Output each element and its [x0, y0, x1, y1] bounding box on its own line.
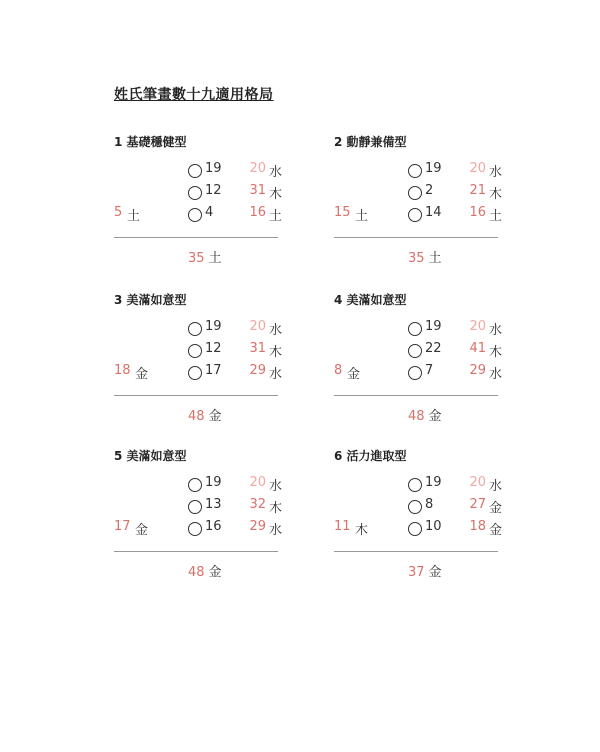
outer-grid-number: 18 [114, 363, 131, 378]
circle-icon [188, 164, 202, 178]
outer-grid-element: 土 [355, 209, 369, 224]
stroke-count: 12 [205, 183, 222, 198]
stroke-count: 22 [425, 341, 442, 356]
grid-number: 31 [249, 183, 266, 198]
stroke-row [334, 319, 503, 339]
stroke-row [114, 363, 283, 383]
circle-icon [408, 322, 422, 336]
grid-element: 木 [269, 501, 283, 516]
pattern-card [334, 133, 504, 273]
stroke-count: 19 [425, 319, 442, 334]
stroke-row [114, 519, 283, 539]
divider [114, 395, 278, 396]
grid-element: 水 [489, 367, 503, 382]
stroke-row [334, 519, 503, 539]
total-grid [188, 405, 222, 424]
grid-element: 水 [269, 323, 283, 338]
stroke-count: 19 [425, 161, 442, 176]
card-title: 2 動靜兼備型 [334, 135, 407, 149]
outer-grid-element: 金 [135, 367, 149, 382]
circle-icon [188, 344, 202, 358]
divider [114, 551, 278, 552]
stroke-row [114, 497, 283, 517]
stroke-row [334, 475, 503, 495]
stroke-row [114, 341, 283, 361]
grid-number: 18 [469, 519, 486, 534]
stroke-row [114, 183, 283, 203]
stroke-row [114, 161, 283, 181]
stroke-row [334, 363, 503, 383]
divider [334, 551, 498, 552]
grid-element: 木 [489, 187, 503, 202]
circle-icon [188, 366, 202, 380]
card-title: 6 活力進取型 [334, 449, 407, 463]
stroke-count: 19 [205, 161, 222, 176]
grid-number: 16 [469, 205, 486, 220]
card-title: 5 美滿如意型 [114, 449, 187, 463]
card-title: 1 基礎穩健型 [114, 135, 187, 149]
total-number: 35 [408, 251, 425, 266]
grid-number: 16 [249, 205, 266, 220]
stroke-row [334, 341, 503, 361]
grid-number: 29 [249, 363, 266, 378]
outer-grid-element: 土 [127, 209, 141, 224]
card-title: 3 美滿如意型 [114, 293, 187, 307]
grid-element: 水 [489, 479, 503, 494]
outer-grid-number: 11 [334, 519, 351, 534]
outer-grid-number: 8 [334, 363, 343, 378]
stroke-row [334, 497, 503, 517]
outer-grid-element: 金 [135, 523, 149, 538]
total-grid [188, 561, 222, 580]
grid-element: 水 [269, 367, 283, 382]
circle-icon [408, 344, 422, 358]
total-element: 金 [428, 565, 442, 580]
circle-icon [188, 500, 202, 514]
stroke-count: 12 [205, 341, 222, 356]
grid-number: 20 [249, 161, 266, 176]
grid-number: 20 [469, 475, 486, 490]
total-number: 48 [408, 409, 425, 424]
total-grid [408, 247, 442, 266]
grid-element: 水 [269, 165, 283, 180]
total-element: 金 [208, 409, 222, 424]
grid-number: 20 [249, 475, 266, 490]
total-grid [188, 247, 222, 266]
grid-element: 水 [269, 479, 283, 494]
stroke-row [334, 205, 503, 225]
grid-number: 29 [249, 519, 266, 534]
total-number: 37 [408, 565, 425, 580]
grid-number: 20 [469, 319, 486, 334]
circle-icon [408, 208, 422, 222]
circle-icon [188, 522, 202, 536]
page-title: 姓氏筆畫數十九適用格局 [114, 87, 274, 103]
grid-number: 21 [469, 183, 486, 198]
divider [114, 237, 278, 238]
outer-grid-element: 金 [347, 367, 361, 382]
circle-icon [408, 478, 422, 492]
outer-grid-number: 17 [114, 519, 131, 534]
stroke-count: 19 [205, 475, 222, 490]
grid-number: 29 [469, 363, 486, 378]
grid-number: 27 [469, 497, 486, 512]
circle-icon [188, 322, 202, 336]
total-element: 土 [208, 251, 222, 266]
stroke-row [114, 205, 283, 225]
stroke-count: 19 [205, 319, 222, 334]
stroke-count: 2 [425, 183, 434, 198]
total-number: 48 [188, 565, 205, 580]
circle-icon [408, 164, 422, 178]
grid-number: 41 [469, 341, 486, 356]
pattern-card [114, 133, 284, 273]
circle-icon [408, 186, 422, 200]
total-grid [408, 405, 442, 424]
stroke-count: 13 [205, 497, 222, 512]
grid-element: 金 [489, 523, 503, 538]
outer-grid-number: 15 [334, 205, 351, 220]
stroke-count: 14 [425, 205, 442, 220]
circle-icon [408, 522, 422, 536]
stroke-count: 7 [425, 363, 434, 378]
outer-grid-element: 木 [355, 523, 369, 538]
stroke-row [114, 319, 283, 339]
stroke-row [334, 183, 503, 203]
grid-number: 31 [249, 341, 266, 356]
grid-number: 32 [249, 497, 266, 512]
card-title: 4 美滿如意型 [334, 293, 407, 307]
circle-icon [408, 500, 422, 514]
grid-element: 木 [269, 187, 283, 202]
total-element: 金 [428, 409, 442, 424]
circle-icon [408, 366, 422, 380]
outer-grid-number: 5 [114, 205, 123, 220]
grid-number: 20 [469, 161, 486, 176]
total-grid [408, 561, 442, 580]
circle-icon [188, 478, 202, 492]
pattern-card [114, 291, 284, 431]
pattern-card [334, 291, 504, 431]
grid-element: 木 [489, 345, 503, 360]
stroke-count: 19 [425, 475, 442, 490]
total-element: 金 [208, 565, 222, 580]
total-number: 35 [188, 251, 205, 266]
grid-element: 金 [489, 501, 503, 516]
stroke-row [334, 161, 503, 181]
grid-element: 水 [489, 323, 503, 338]
circle-icon [188, 186, 202, 200]
stroke-count: 8 [425, 497, 434, 512]
total-element: 土 [428, 251, 442, 266]
stroke-count: 17 [205, 363, 222, 378]
divider [334, 237, 498, 238]
stroke-row [114, 475, 283, 495]
stroke-count: 4 [205, 205, 214, 220]
grid-number: 20 [249, 319, 266, 334]
grid-element: 土 [269, 209, 283, 224]
pattern-card [114, 447, 284, 587]
total-number: 48 [188, 409, 205, 424]
grid-element: 水 [489, 165, 503, 180]
circle-icon [188, 208, 202, 222]
grid-element: 水 [269, 523, 283, 538]
divider [334, 395, 498, 396]
grid-element: 木 [269, 345, 283, 360]
stroke-count: 10 [425, 519, 442, 534]
pattern-card [334, 447, 504, 587]
stroke-count: 16 [205, 519, 222, 534]
grid-element: 土 [489, 209, 503, 224]
